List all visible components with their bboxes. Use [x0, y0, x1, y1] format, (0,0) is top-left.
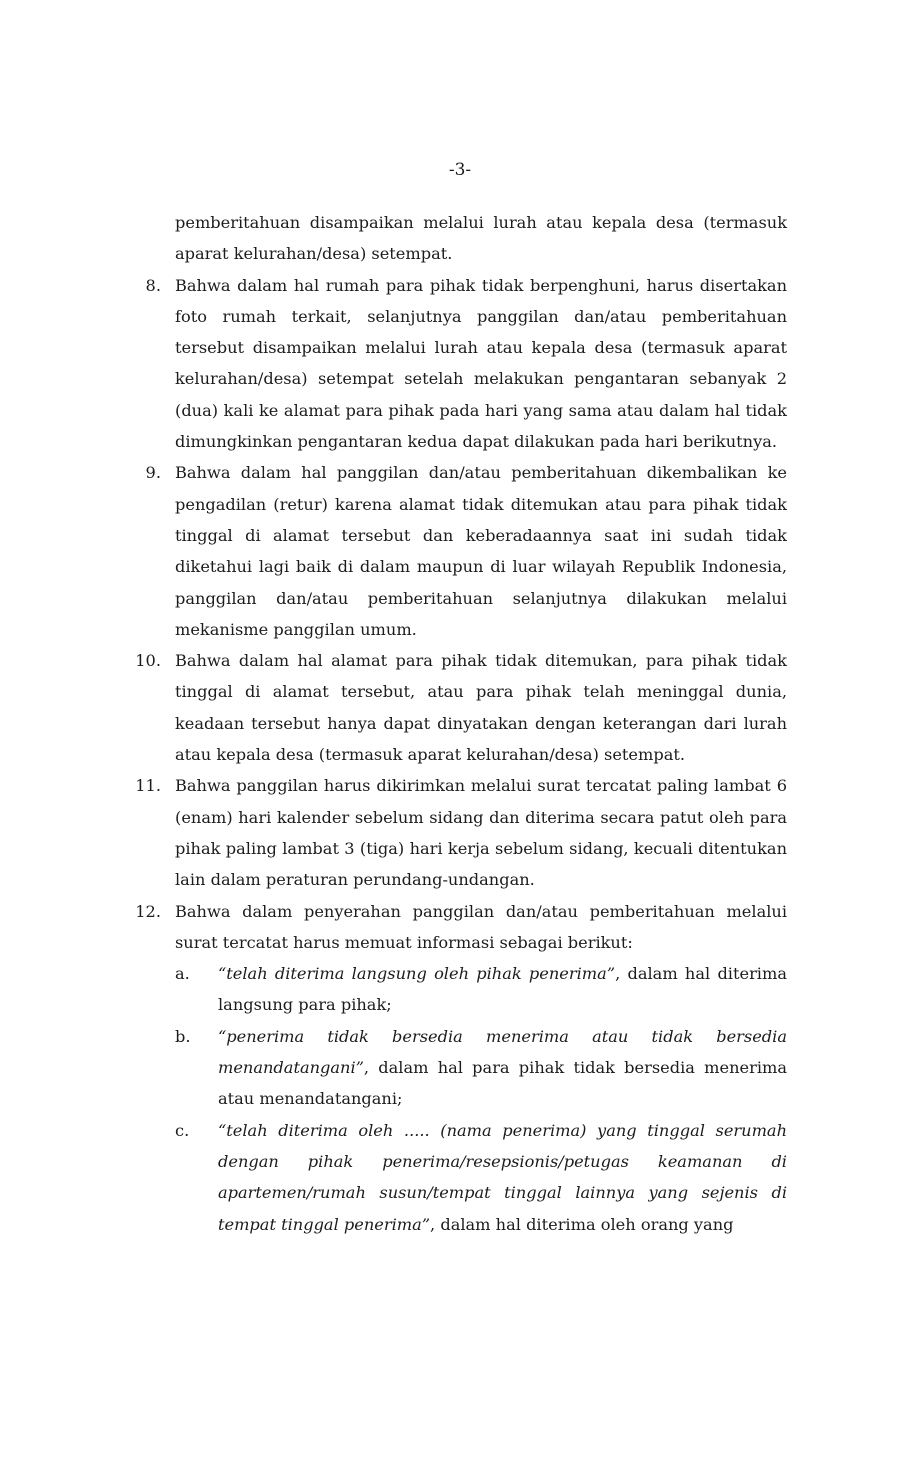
document-body [135, 207, 787, 1240]
item-text: Bahwa dalam hal rumah para pihak tidak berpenghuni, harus disertakan foto rumah terkait, selanjutnya panggilan dan/atau pemberitahuan tersebut disampaikan melalui lurah atau kepala desa (termasuk aparat kelurahan/desa) setempat setelah melakukan pengantaran sebanyak 2 (dua) kali ke alamat para pihak pada hari yang sama atau dalam hal tidak dimungkinkan pengantaran kedua dapat dilakukan pada hari berikutnya. [175, 275, 787, 452]
item-number: 11. [135, 776, 161, 796]
sub-item-letter: b. [175, 1026, 191, 1046]
item-text: Bahwa dalam hal alamat para pihak tidak ditemukan, para pihak tidak tinggal di alamat tersebut, atau para pihak telah meninggal dunia, keadaan tersebut hanya dapat dinyatakan dengan keterangan dari lurah atau kepala desa (termasuk aparat kelurahan/desa) setempat. [175, 651, 787, 765]
sub-item-quote: “telah diterima langsung oleh pihak penerima” [218, 964, 616, 984]
sub-item-quote: “telah diterima oleh ..... (nama penerima) yang tinggal serumah dengan pihak penerima/resepsionis/petugas keamanan di apartemen/rumah susun/tempat tinggal lainnya yang sejenis di tempat tinggal penerima” [218, 1120, 787, 1234]
page-number: -3- [448, 160, 472, 180]
item-number: 8. [145, 275, 161, 295]
list-item-10 [135, 645, 787, 770]
list-item-12 [135, 896, 787, 959]
sub-item-c [175, 1115, 787, 1240]
item-text: Bahwa dalam hal panggilan dan/atau pemberitahuan dikembalikan ke pengadilan (retur) karena alamat tidak ditemukan atau para pihak tidak tinggal di alamat tersebut dan keberadaannya saat ini sudah tidak diketahui lagi baik di dalam maupun di luar wilayah Republik Indonesia, panggilan dan/atau pemberitahuan selanjutnya dilakukan melalui mekanisme panggilan umum. [175, 463, 787, 639]
sub-item-text: , dalam hal diterima langsung para pihak; [218, 964, 787, 1015]
sub-item-letter: a. [175, 964, 190, 984]
item-text: Bahwa panggilan harus dikirimkan melalui surat tercatat paling lambat 6 (enam) hari kalender sebelum sidang dan diterima secara patut oleh para pihak paling lambat 3 (tiga) hari kerja sebelum sidang, kecuali ditentukan lain dalam peraturan perundang-undangan. [175, 776, 787, 890]
item-number: 9. [145, 463, 161, 483]
sub-item-text: , dalam hal diterima oleh orang yang [430, 1214, 734, 1234]
continuation-paragraph: pemberitahuan disampaikan melalui lurah atau kepala desa (termasuk aparat kelurahan/desa) setempat. [175, 213, 787, 264]
sub-item-a [175, 958, 787, 1021]
sub-item-letter: c. [175, 1120, 190, 1140]
sub-item-b [175, 1021, 787, 1115]
item-number: 10. [135, 651, 161, 671]
list-item-8 [145, 270, 787, 458]
item-number: 12. [135, 901, 161, 921]
sub-item-text: , dalam hal para pihak tidak bersedia menerima atau menandatangani; [218, 1058, 787, 1109]
item-text: Bahwa dalam penyerahan panggilan dan/atau pemberitahuan melalui surat tercatat harus memuat informasi sebagai berikut: [175, 901, 787, 952]
sub-item-quote: “penerima tidak bersedia menerima atau tidak bersedia menandatangani” [218, 1026, 787, 1078]
list-item-9 [145, 457, 787, 645]
list-item-11 [135, 770, 787, 895]
